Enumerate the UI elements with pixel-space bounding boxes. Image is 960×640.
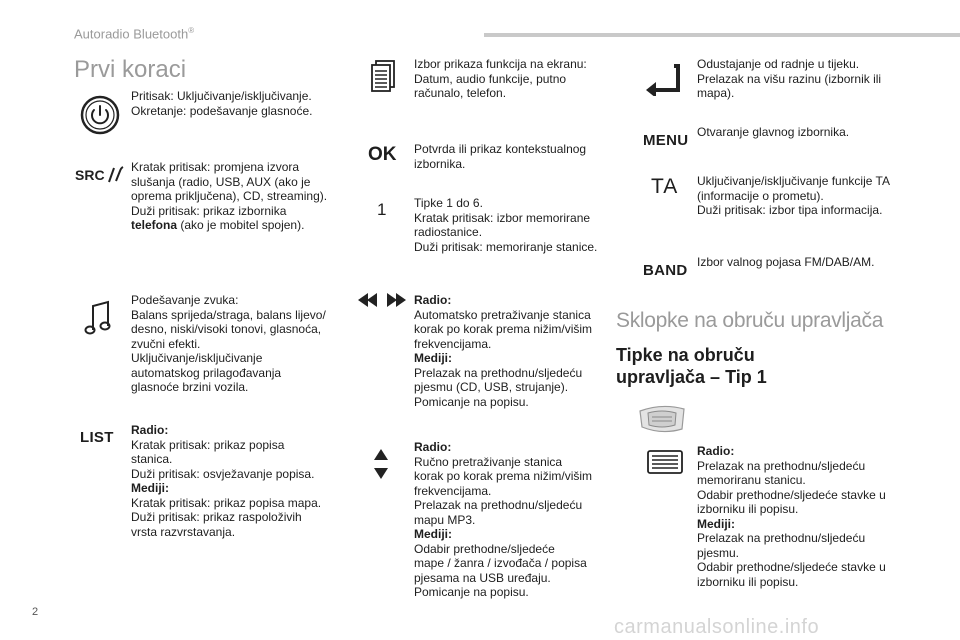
svg-text:SRC: SRC: [75, 167, 105, 183]
back-description: Odustajanje od radnje u tijeku. Prelazak na višu razinu (izbornik ili mapa).: [697, 57, 882, 100]
watermark: carmanualsonline.info: [614, 616, 820, 638]
ok-description: Potvrda ili prikaz kontekstualnog izbornika.: [414, 142, 587, 171]
page-title: Prvi koraci: [74, 56, 187, 83]
updown-description: Radio: Ručno pretraživanje stanica korak po korak prema nižim/višim frekvencijama. Prelazak na prethodnu/sljedeću mapu MP3. Mediji: Odabir prethodne/sljedeće mape / žanra / izvođača / popisa pjesama na USB uređaju. Pomicanje na popisu.: [414, 440, 593, 599]
running-header: Autoradio Bluetooth®: [74, 26, 195, 42]
src-description: Kratak pritisak: promjena izvora slušanja (radio, USB, AUX (ako je oprema priključena), CD, streaming). Duži pritisak: prikaz izbornika telefona (ako je mobitel spojen).: [131, 160, 328, 232]
power-knob-icon: [80, 95, 120, 135]
src-icon: [74, 164, 124, 184]
page-number: 2: [32, 606, 39, 618]
header-rule: [484, 33, 960, 37]
ta-description: Uključivanje/isključivanje funkcije TA (informacije o prometu). Duži pritisak: izbor tipa informacija.: [697, 174, 890, 217]
section-title: Sklopke na obruču upravljača: [616, 309, 884, 332]
display-select-icon: [370, 60, 396, 94]
ta-label: TA: [651, 175, 679, 198]
scroll-wheel-icon: [646, 449, 684, 475]
steering-switch-illustration: [636, 403, 688, 435]
subsection-title: Tipke na obruču upravljača – Tip 1: [616, 345, 767, 387]
menu-label: MENU: [643, 132, 689, 149]
display-description: Izbor prikaza funkcija na ekranu: Datum, audio funkcije, putno računalo, telefon.: [414, 57, 587, 100]
list-label: LIST: [80, 429, 114, 446]
preset-key-label: 1: [377, 200, 387, 219]
preset-keys-description: Tipke 1 do 6. Kratak pritisak: izbor memorirane radiostanice. Duži pritisak: memoriranje stanice.: [414, 196, 598, 254]
up-down-arrows-icon: [372, 447, 390, 481]
menu-description: Otvaranje glavnog izbornika.: [697, 125, 850, 139]
list-description: Radio: Kratak pritisak: prikaz popisa stanica. Duži pritisak: osvježavanje popisa. Mediji: Kratak pritisak: prikaz popisa mapa. Duži pritisak: prikaz raspoloživih vrsta razvrstavanja.: [131, 423, 322, 539]
band-description: Izbor valnog pojasa FM/DAB/AM.: [697, 255, 875, 269]
back-arrow-icon: [644, 62, 684, 96]
music-note-icon: [84, 298, 112, 338]
wheel-description: Radio: Prelazak na prethodnu/sljedeću memoriranu stanicu. Odabir prethodne/sljedeće stavke u izborniku ili popisu. Mediji: Prelazak na prethodnu/sljedeću pjesmu. Odabir prethodne/sljedeće stavke u izborniku ili popisu.: [697, 444, 886, 589]
power-description: Pritisak: Uključivanje/isključivanje. Okretanje: podešavanje glasnoće.: [131, 89, 313, 118]
band-label: BAND: [643, 262, 688, 279]
seek-arrows-icon: [356, 290, 408, 310]
ok-label: OK: [368, 144, 397, 165]
seek-description: Radio: Automatsko pretraživanje stanica korak po korak prema nižim/višim frekvencijama. Mediji: Prelazak na prethodnu/sljedeću pjesmu (CD, USB, strujanje). Pomicanje na popisu.: [414, 293, 593, 409]
sound-description: Podešavanje zvuka: Balans sprijeda/straga, balans lijevo/ desno, niski/visoki tonovi, glasnoća, zvučni efekti. Uključivanje/isključivanje automatskog prilagođavanja glasnoće brzini vozila.: [131, 293, 326, 394]
